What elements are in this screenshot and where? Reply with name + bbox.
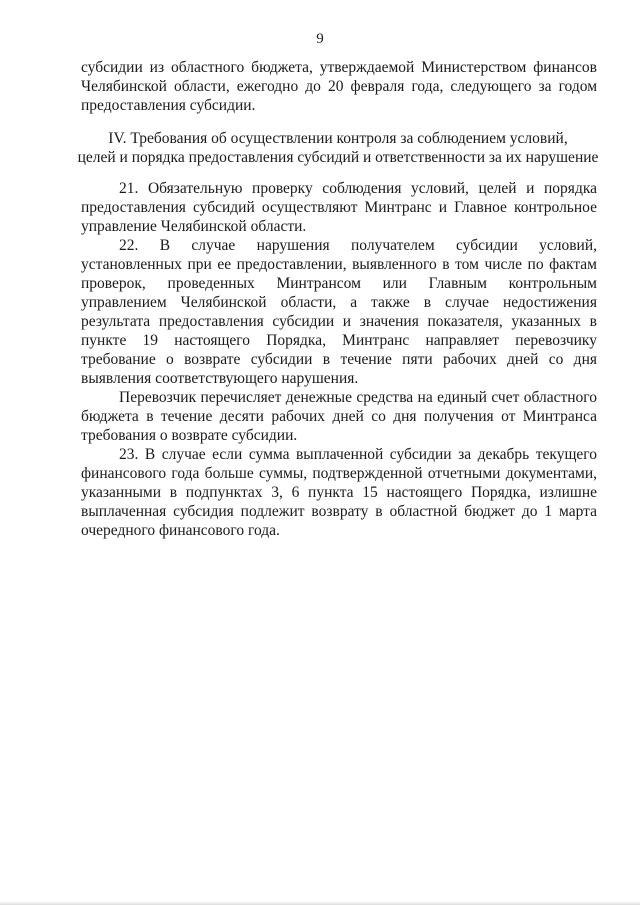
page-number: 9 — [316, 31, 324, 47]
paragraph-23: 23. В случае если сумма выплаченной субсидии за декабрь текущего финансового года больше суммы, подтвержденной отчетными документами, указанными в подпунктах 3, 6 пункта 15 настоящего Порядка, излишне выплаченная субсидия подлежит возврату в областной бюджет до 1 марта очередного финансового года. — [81, 446, 597, 539]
intro-paragraph-block — [81, 58, 597, 115]
section-heading-line-1: IV. Требования об осуществлении контроля за соблюдением условий, — [108, 130, 568, 147]
section-body — [81, 179, 597, 540]
paragraph-21: 21. Обязательную проверку соблюдения условий, целей и порядка предоставления субсидий осуществляют Минтранс и Главное контрольное управление Челябинской области. — [81, 180, 597, 235]
scan-edge-divider — [0, 901, 640, 905]
paragraph-22-continuation: Перевозчик перечисляет денежные средства на единый счет областного бюджета в течение десяти рабочих дней со дня получения от Минтранса требования о возврате субсидии. — [81, 389, 597, 444]
section-heading-line-2: целей и порядка предоставления субсидий и ответственности за их нарушение — [77, 149, 599, 166]
intro-paragraph: субсидии из областного бюджета, утверждаемой Министерством финансов Челябинской области, ежегодно до 20 февраля года, следующего за годом предоставления субсидии. — [81, 59, 597, 114]
section-heading — [70, 129, 606, 167]
paragraph-22: 22. В случае нарушения получателем субсидии условий, установленных при ее предоставлении, выявленного в том числе по фактам проверок, проведенных Минтрансом или Главным контрольным управлением Челябинской области, а также в случае недостижения результата предоставления субсидии и значения показателя, указанных в пункте 19 настоящего Порядка, Минтранс направляет перевозчику требование о возврате субсидии в течение пяти рабочих дней со дня выявления соответствующего нарушения. — [81, 237, 597, 387]
